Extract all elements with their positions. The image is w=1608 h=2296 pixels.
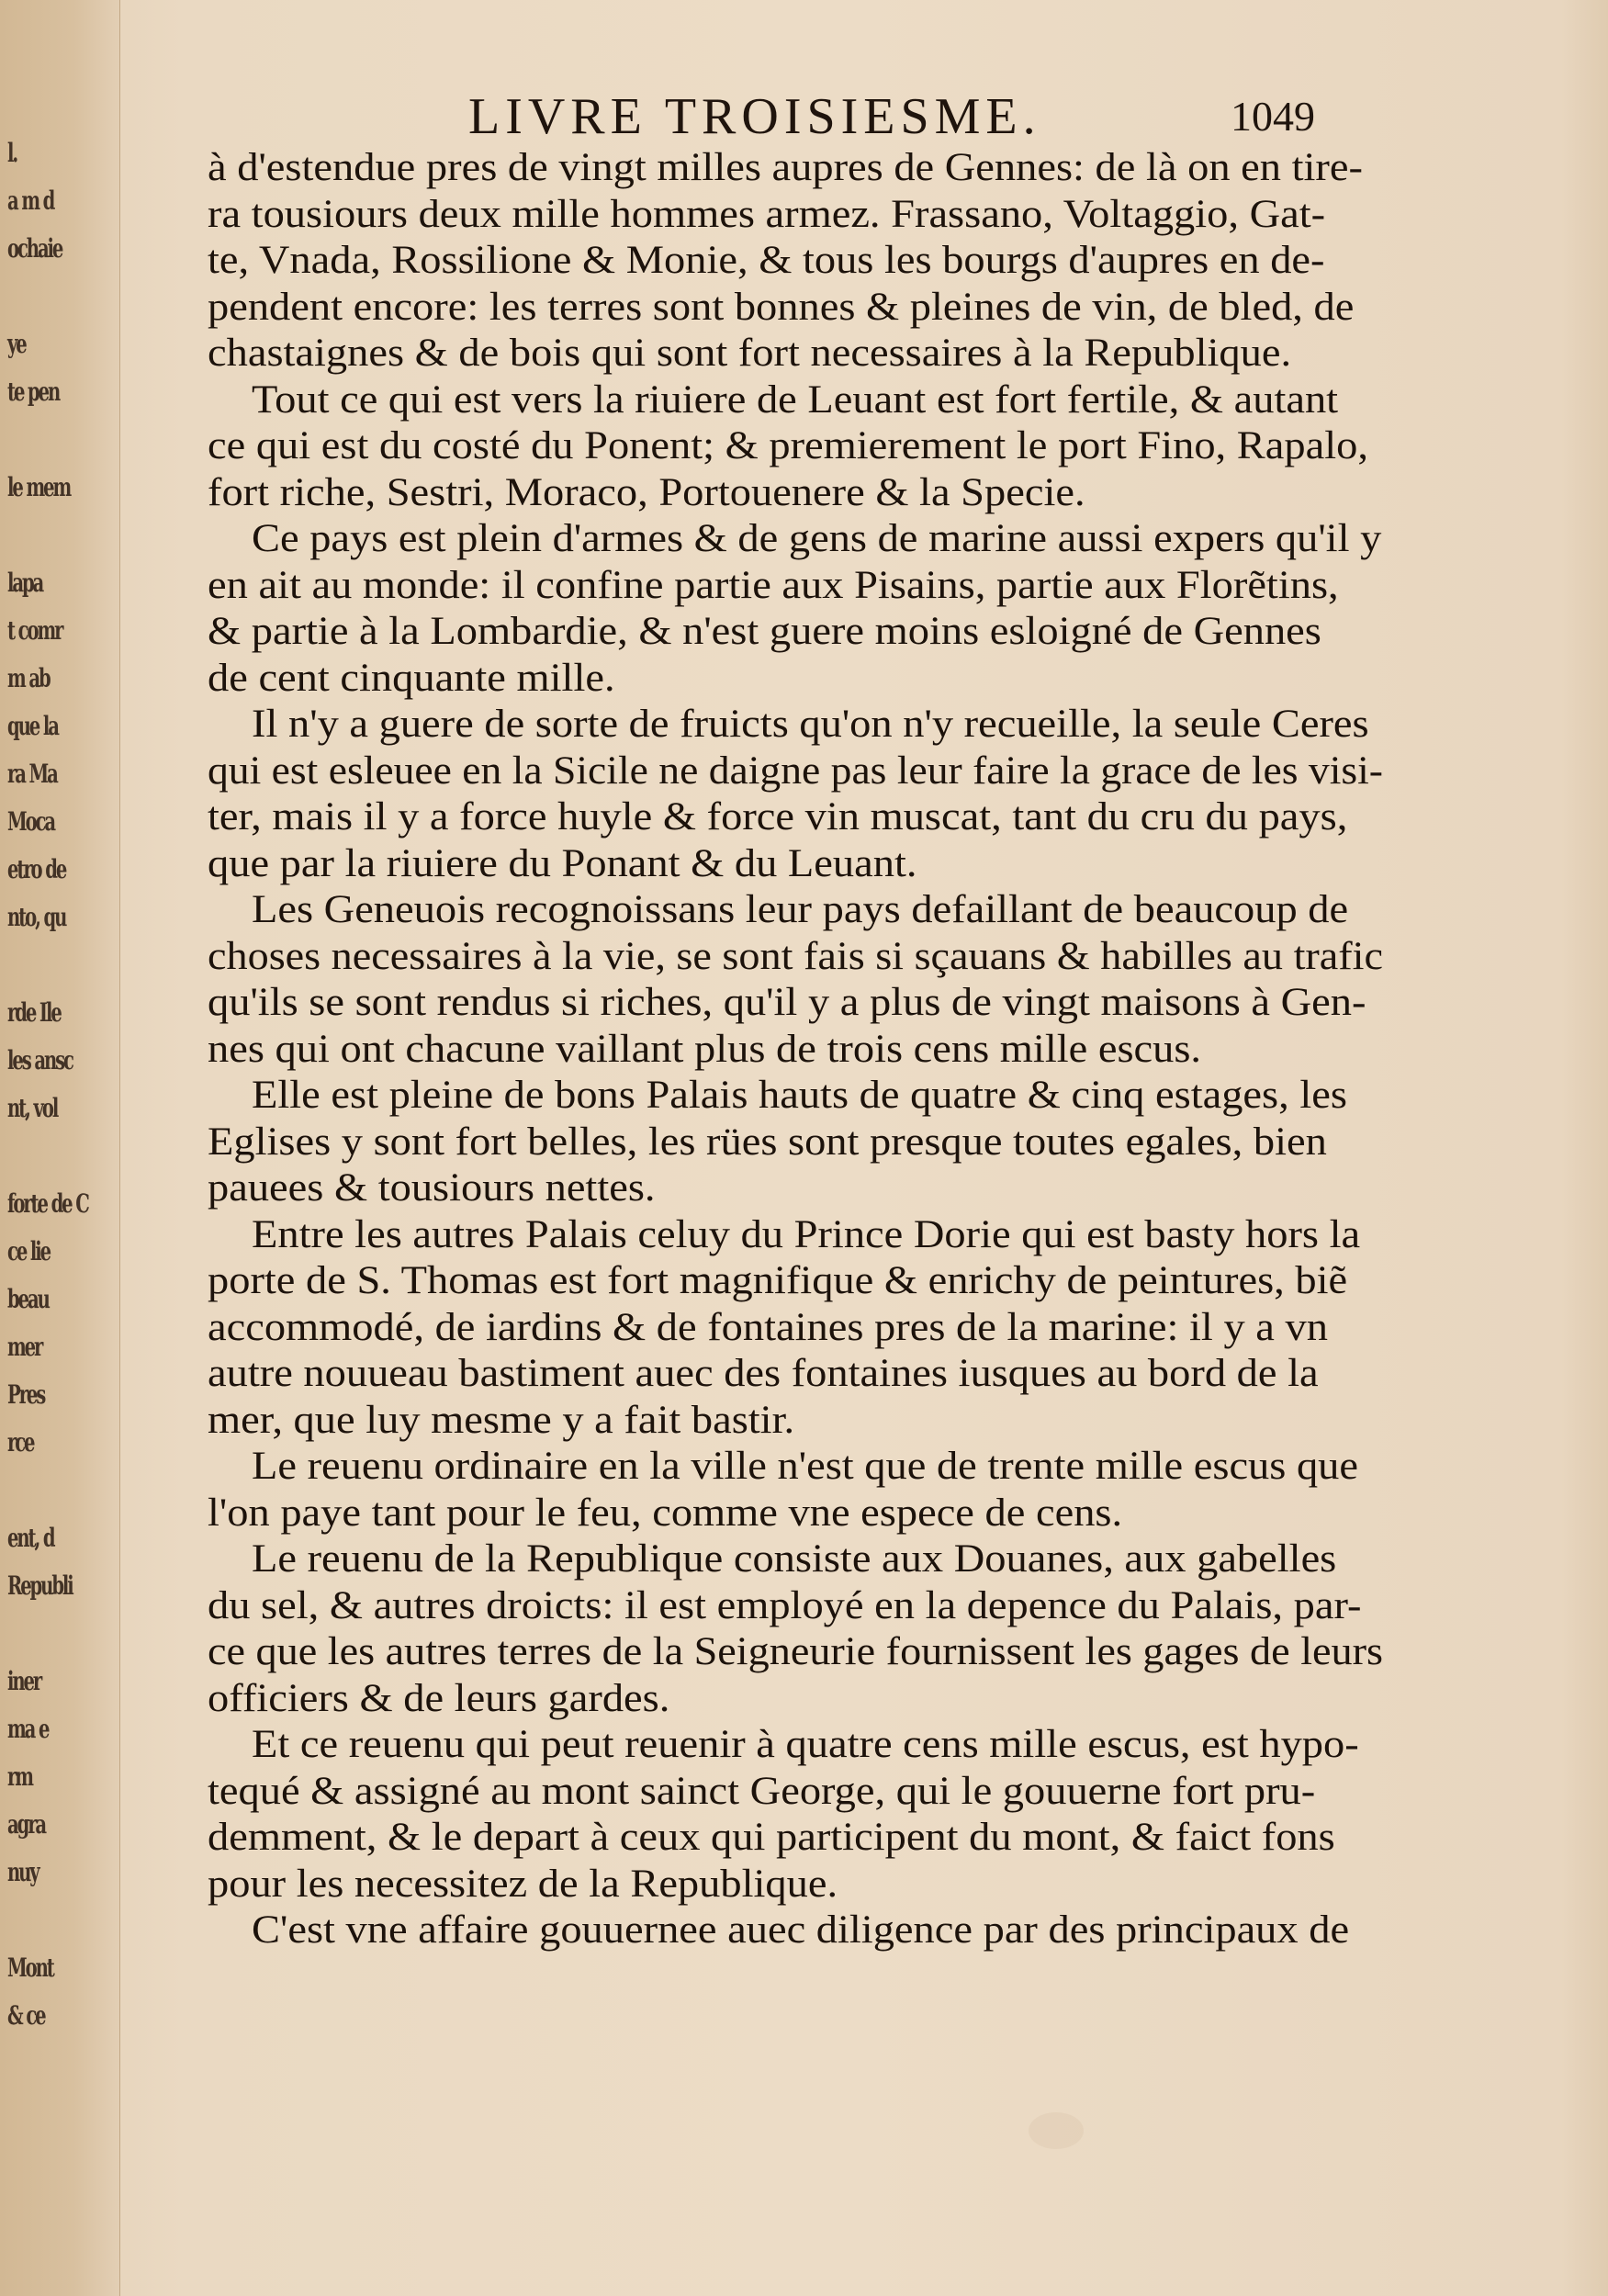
bleed-fragment: rce: [7, 1427, 34, 1458]
bleed-fragment: iner: [7, 1666, 41, 1696]
text-line: Eglises y sont fort belles, les rües sont presque toutes egales, bien: [208, 1120, 1327, 1164]
text-line: ra tousiours deux mille hommes armez. Frassano, Voltaggio, Gat-: [208, 192, 1326, 236]
text-line: à d'estendue pres de vingt milles aupres de Gennes: de là on en tire-: [208, 146, 1363, 189]
bleed-fragment: ochaie: [7, 233, 62, 264]
text-line: chastaignes & de bois qui sont fort necessaires à la Republique.: [208, 332, 1292, 375]
text-line: te, Vnada, Rossilione & Monie, & tous les bourgs d'aupres en de-: [208, 239, 1325, 282]
text-line: autre nouueau bastiment auec des fontaines iusques au bord de la: [208, 1352, 1319, 1395]
bleed-fragment: ent, d: [7, 1523, 54, 1553]
bleed-fragment: nt, vol: [7, 1093, 58, 1123]
text-line: qui est esleuee en la Sicile ne daigne pas leur faire la grace de les visi-: [208, 748, 1383, 793]
page-number: 1049: [1231, 93, 1315, 140]
text-line: de cent cinquante mille.: [208, 656, 615, 700]
bleed-fragment: Pres: [7, 1379, 45, 1410]
text-line: Ce pays est plein d'armes & de gens de marine aussi expers qu'il y: [252, 517, 1382, 560]
paper-stain: [1029, 2112, 1084, 2149]
bleed-fragment: nto, qu: [7, 902, 66, 932]
bleed-fragment: rde Ile: [7, 997, 61, 1028]
bleed-fragment: beau: [7, 1284, 49, 1314]
bleed-fragment: Mont: [7, 1953, 53, 1983]
text-line: demment, & le depart à ceux qui participent du mont, & faict fons: [208, 1816, 1335, 1859]
bleed-fragment: a m d: [7, 186, 54, 216]
bleed-fragment: Moca: [7, 806, 55, 837]
bleed-fragment: Republi: [7, 1570, 73, 1601]
text-line: fort riche, Sestri, Moraco, Portouenere & la Specie.: [208, 470, 1085, 514]
text-line: accommodé, de iardins & de fontaines pres de la marine: il y a vn: [208, 1305, 1328, 1349]
text-line: du sel, & autres droicts: il est employé en la depence du Palais, par-: [208, 1583, 1362, 1627]
text-line: que par la riuiere du Ponant & du Leuant.: [208, 841, 917, 885]
text-line: pendent encore: les terres sont bonnes & pleines de vin, de bled, de: [208, 285, 1355, 329]
text-line: Et ce reuenu qui peut reuenir à quatre cens mille escus, est hypo-: [252, 1723, 1359, 1766]
text-line: l'on paye tant pour le feu, comme vne espece de cens.: [208, 1491, 1123, 1535]
bleed-fragment: nuy: [7, 1857, 39, 1887]
bleed-fragment: t comr: [7, 615, 62, 646]
text-line: Le reuenu ordinaire en la ville n'est que de trente mille escus que: [252, 1445, 1359, 1488]
bleed-fragment: le mem: [7, 472, 71, 502]
bleed-fragment: etro de: [7, 854, 66, 884]
text-line: Elle est pleine de bons Palais hauts de quatre & cinq estages, les: [252, 1074, 1347, 1117]
bleed-fragment: ma e: [7, 1714, 49, 1744]
text-line: ter, mais il y a force huyle & force vin muscat, tant du cru du pays,: [208, 795, 1348, 838]
text-line: & partie à la Lombardie, & n'est guere moins esloigné de Gennes: [208, 610, 1321, 653]
text-line: qu'ils se sont rendus si riches, qu'il y a plus de vingt maisons à Gen-: [208, 981, 1366, 1024]
bleed-fragment: ye: [7, 329, 26, 359]
bleed-fragment: lapa: [7, 568, 43, 598]
bleed-fragment: te pen: [7, 377, 60, 407]
bleed-fragment: ra Ma: [7, 759, 57, 789]
text-line: Il n'y a guere de sorte de fruicts qu'on n'y recueille, la seule Ceres: [252, 703, 1369, 746]
text-line: porte de S. Thomas est fort magnifique & enrichy de peintures, biẽ: [208, 1259, 1348, 1302]
text-line: pour les necessitez de la Republique.: [208, 1862, 838, 1906]
text-line: nes qui ont chacune vaillant plus de trois cens mille escus.: [208, 1027, 1202, 1071]
text-line: C'est vne affaire gouuernee auec diligence par des principaux de: [252, 1908, 1350, 1952]
body-text: [208, 145, 1383, 1954]
bleed-fragment: les ansc: [7, 1045, 73, 1075]
text-line: Les Geneuois recognoissans leur pays defaillant de beaucoup de: [252, 888, 1349, 931]
bleed-fragment: m ab: [7, 663, 50, 693]
bleed-fragment: agra: [7, 1809, 46, 1840]
text-line: mer, que luy mesme y a fait bastir.: [208, 1398, 795, 1442]
bleed-fragment: forte de C: [7, 1188, 88, 1219]
running-head: LIVRE TROISIESME.: [468, 88, 1041, 145]
text-line: pauees & tousiours nettes.: [208, 1166, 656, 1210]
text-line: ce qui est du costé du Ponent; & premierement le port Fino, Rapalo,: [208, 424, 1368, 467]
text-line: Entre les autres Palais celuy du Prince Dorie qui est basty hors la: [252, 1212, 1361, 1256]
bleed-fragment: l.: [7, 138, 17, 168]
text-line: tequé & assigné au mont sainct George, qui le gouuerne fort pru-: [208, 1769, 1316, 1813]
bleed-fragment: ce lie: [7, 1236, 50, 1266]
text-line: ce que les autres terres de la Seigneurie fournissent les gages de leurs: [208, 1630, 1383, 1673]
text-line: Le reuenu de la Republique consiste aux Douanes, aux gabelles: [252, 1537, 1337, 1581]
bleed-fragment: & ce: [7, 2000, 45, 2031]
bleed-fragment: que la: [7, 711, 58, 741]
text-line: en ait au monde: il confine partie aux Pisains, partie aux Florẽtins,: [208, 563, 1339, 607]
text-line: Tout ce qui est vers la riuiere de Leuant est fort fertile, & autant: [252, 377, 1339, 422]
bleed-fragment: mer: [7, 1332, 42, 1362]
text-line: choses necessaires à la vie, se sont fais si sçauans & habilles au trafic: [208, 934, 1383, 978]
bleed-fragment: rm: [7, 1761, 32, 1792]
text-line: officiers & de leurs gardes.: [208, 1676, 670, 1720]
